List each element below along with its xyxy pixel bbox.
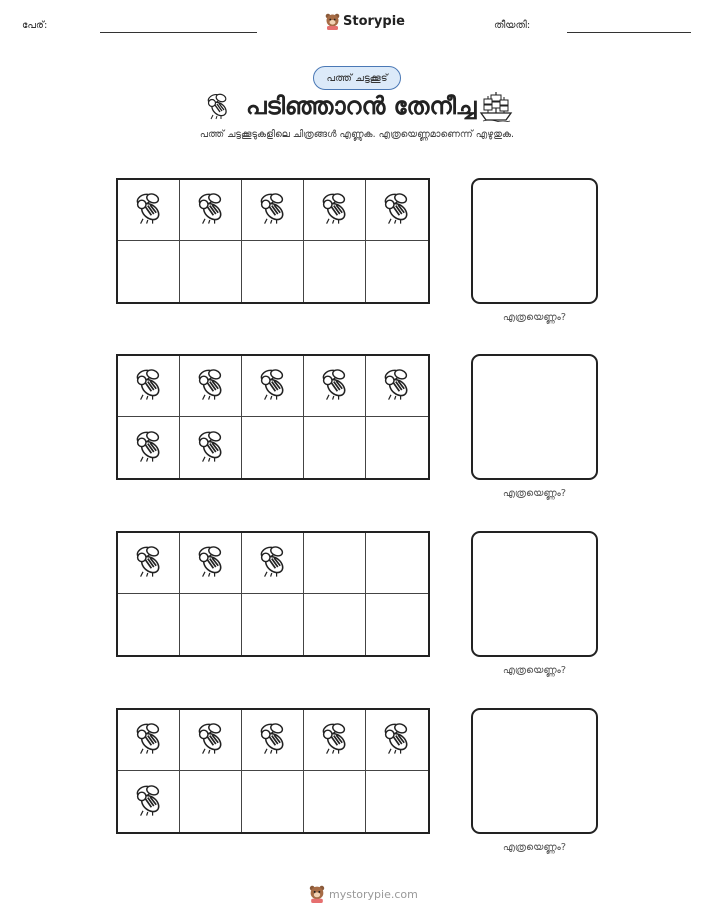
frame-cell [180, 533, 242, 594]
badge-text: പത്ത് ചട്ടക്കൂട് [326, 72, 388, 84]
frame-cell [366, 417, 428, 478]
frame-cell [118, 594, 180, 655]
bee-icon [131, 783, 167, 821]
brand-name: Storypie [343, 14, 405, 29]
brand-logo [325, 13, 405, 30]
frame-cell [180, 771, 242, 832]
frame-cell [366, 241, 428, 302]
bee-icon [131, 191, 167, 229]
bee-icon [193, 191, 229, 229]
bee-icon [193, 544, 229, 582]
frame-cell [304, 710, 366, 771]
frame-cell [118, 356, 180, 417]
frame-cell [304, 594, 366, 655]
bee-icon [379, 367, 415, 405]
ten-frame [116, 178, 430, 304]
worksheet-badge [313, 66, 401, 90]
how-many-label: എത്രയെണ്ണം? [502, 665, 567, 676]
bee-icon [193, 429, 229, 467]
ten-frame [116, 531, 430, 657]
frame-cell [242, 180, 304, 241]
frame-cell [242, 241, 304, 302]
bee-icon [131, 544, 167, 582]
frame-cell [180, 417, 242, 478]
frame-cell [366, 356, 428, 417]
bee-icon [255, 721, 291, 759]
bee-icon [255, 544, 291, 582]
answer-box[interactable] [471, 178, 598, 304]
frame-cell [180, 241, 242, 302]
bee-icon [379, 191, 415, 229]
frame-cell [180, 180, 242, 241]
frame-cell [366, 180, 428, 241]
frame-cell [242, 417, 304, 478]
frame-cell [304, 417, 366, 478]
frame-cell [366, 533, 428, 594]
how-many-label: എത്രയെണ്ണം? [502, 842, 567, 853]
footer [309, 885, 418, 903]
bee-icon [131, 367, 167, 405]
how-many-label: എത്രയെണ്ണം? [502, 312, 567, 323]
title-row [0, 90, 714, 124]
frame-cell [118, 241, 180, 302]
frame-cell [304, 241, 366, 302]
frame-cell [304, 356, 366, 417]
footer-url[interactable]: mystorypie.com [329, 887, 418, 901]
frame-cell [304, 533, 366, 594]
frame-cell [366, 771, 428, 832]
bee-icon [131, 429, 167, 467]
date-label: തീയതി: [494, 20, 531, 31]
frame-cell [118, 180, 180, 241]
ten-frame [116, 708, 430, 834]
frame-cell [118, 710, 180, 771]
bee-icon [317, 367, 353, 405]
answer-box[interactable] [471, 708, 598, 834]
answer-box[interactable] [471, 531, 598, 657]
frame-cell [242, 533, 304, 594]
bear-mascot-icon [325, 13, 340, 30]
frame-cell [118, 417, 180, 478]
bear-mascot-icon [309, 885, 325, 903]
bee-icon [203, 92, 233, 120]
bee-icon [317, 721, 353, 759]
bee-icon [255, 367, 291, 405]
answer-box[interactable] [471, 354, 598, 480]
name-line[interactable] [100, 32, 257, 33]
ten-frame [116, 354, 430, 480]
how-many-label: എത്രയെണ്ണം? [502, 488, 567, 499]
bee-icon [193, 721, 229, 759]
date-line[interactable] [567, 32, 691, 33]
worksheet-title: പടിഞ്ഞാറൻ തേനീച്ച [246, 92, 477, 120]
bee-icon [193, 367, 229, 405]
frame-cell [366, 594, 428, 655]
frame-cell [242, 710, 304, 771]
name-label: പേര്: [22, 20, 48, 31]
bee-icon [379, 721, 415, 759]
frame-cell [242, 356, 304, 417]
sailing-ship-icon [479, 90, 513, 122]
frame-cell [180, 710, 242, 771]
bee-icon [131, 721, 167, 759]
bee-icon [317, 191, 353, 229]
frame-cell [118, 533, 180, 594]
frame-cell [180, 594, 242, 655]
frame-cell [366, 710, 428, 771]
frame-cell [242, 771, 304, 832]
frame-cell [180, 356, 242, 417]
frame-cell [118, 771, 180, 832]
frame-cell [304, 771, 366, 832]
bee-icon [255, 191, 291, 229]
frame-cell [242, 594, 304, 655]
frame-cell [304, 180, 366, 241]
instructions: പത്ത് ചട്ടക്കൂടുകളിലെ ചിത്രങ്ങൾ എണ്ണുക. എത്രയെണ്ണമാണെന്ന് എഴുതുക. [199, 129, 515, 140]
